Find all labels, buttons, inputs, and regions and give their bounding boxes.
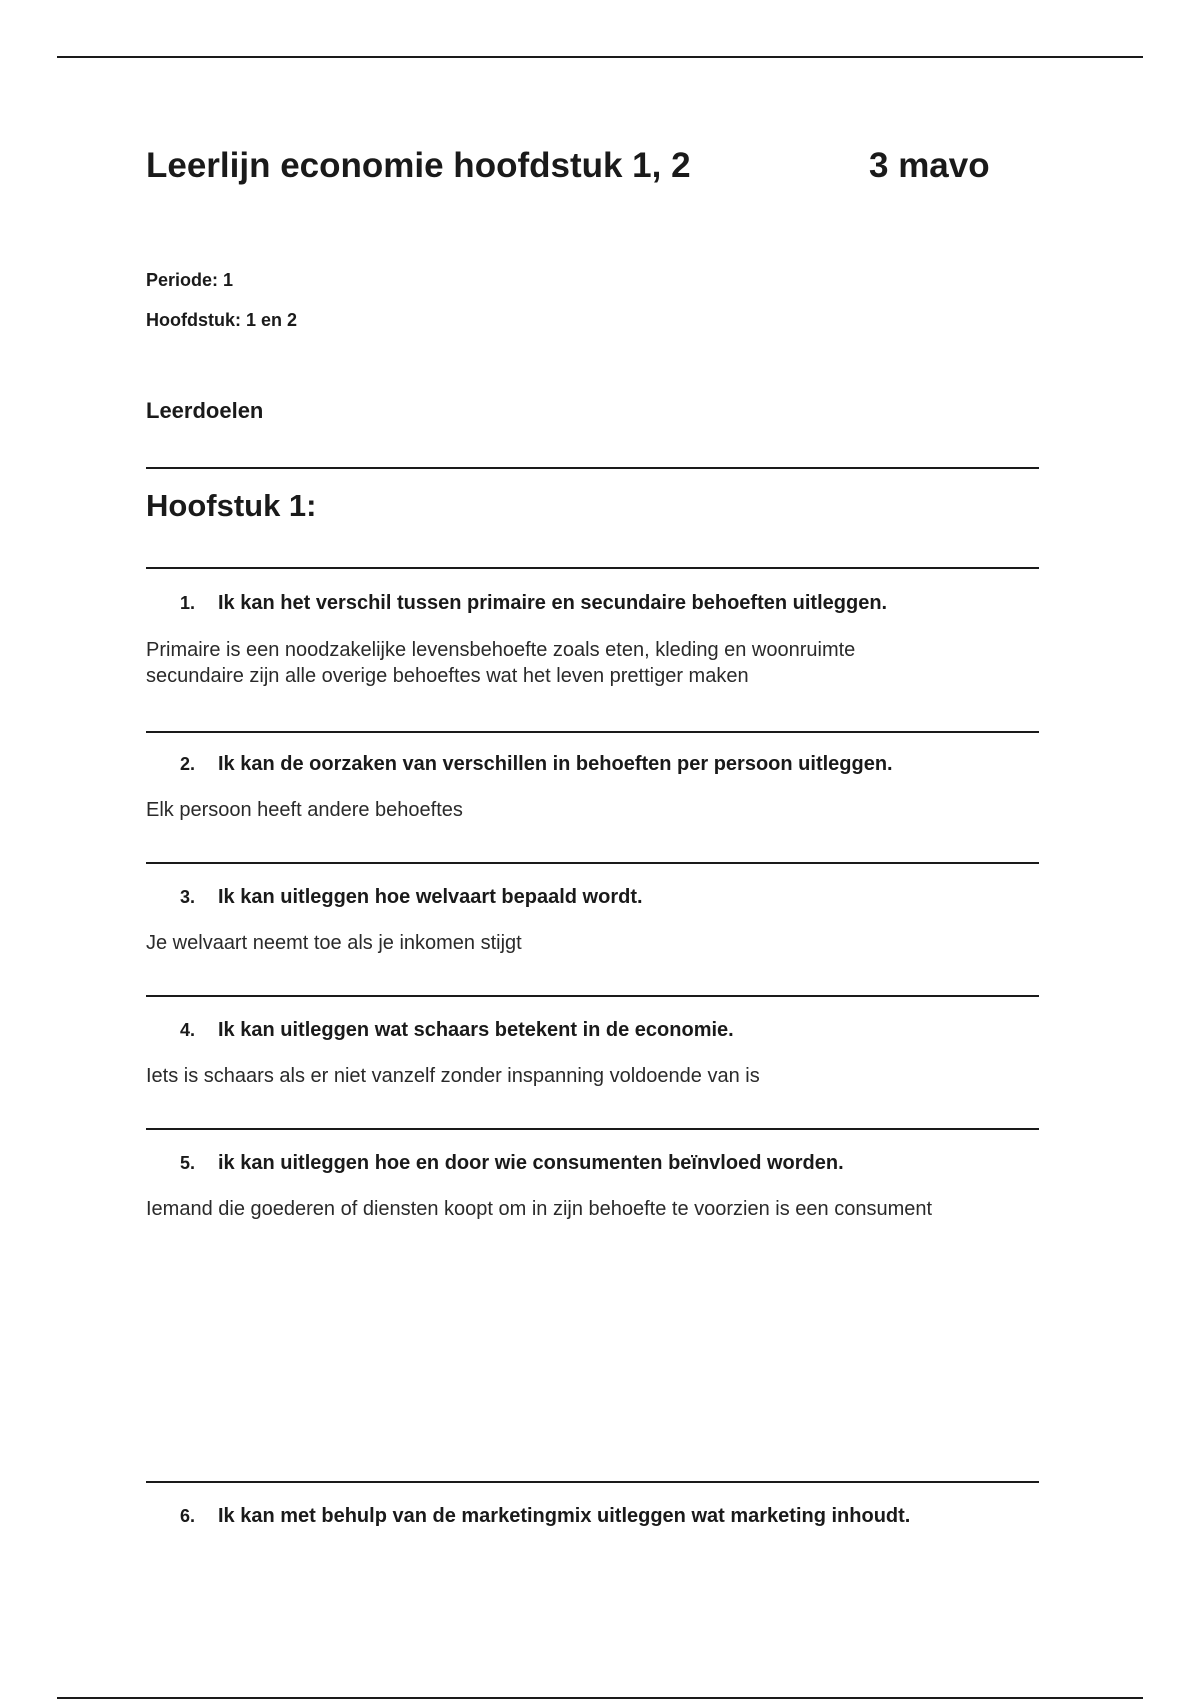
- answer-line: Je welvaart neemt toe als je inkomen stijgt: [146, 932, 522, 954]
- document-title: Leerlijn economie hoofdstuk 1, 2: [146, 146, 691, 185]
- chapter-heading: Hoofstuk 1:: [146, 488, 317, 523]
- learning-goal-5: [180, 1152, 844, 1175]
- goal-number: 2.: [180, 754, 196, 774]
- learning-goal-3: [180, 886, 643, 909]
- period-label: Periode: 1: [146, 270, 234, 290]
- answer-line: Primaire is een noodzakelijke levensbehoefte zoals eten, kleding en woonruimte: [146, 639, 856, 661]
- goal-number: 6.: [180, 1506, 196, 1526]
- answer-line: secundaire zijn alle overige behoeftes wat het leven prettiger maken: [146, 665, 749, 687]
- document-level: 3 mavo: [869, 146, 990, 185]
- goal-text: Ik kan de oorzaken van verschillen in behoeften per persoon uitleggen.: [218, 753, 893, 775]
- divider: [146, 1128, 1039, 1130]
- learning-goal-6: [180, 1505, 910, 1528]
- goal-number: 3.: [180, 887, 196, 907]
- divider: [146, 995, 1039, 997]
- chapters-label: Hoofdstuk: 1 en 2: [146, 310, 298, 330]
- goal-number: 5.: [180, 1153, 196, 1173]
- goal-3-answer: [146, 930, 1046, 956]
- learning-goal-4: [180, 1019, 734, 1042]
- goal-2-answer: [146, 797, 1046, 823]
- goal-text: Ik kan uitleggen wat schaars betekent in de economie.: [218, 1019, 734, 1041]
- learning-goals-heading: Leerdoelen: [146, 398, 264, 423]
- page-top-rule: [57, 56, 1143, 58]
- goal-text: ik kan uitleggen hoe en door wie consumenten beïnvloed worden.: [218, 1152, 844, 1174]
- goal-text: Ik kan het verschil tussen primaire en secundaire behoeften uitleggen.: [218, 592, 888, 614]
- page-bottom-rule: [57, 1697, 1143, 1699]
- goal-5-answer: [146, 1196, 1046, 1222]
- goal-text: Ik kan met behulp van de marketingmix uitleggen wat marketing inhoudt.: [218, 1505, 911, 1527]
- goal-text: Ik kan uitleggen hoe welvaart bepaald wordt.: [218, 886, 643, 908]
- divider: [146, 862, 1039, 864]
- divider: [146, 731, 1039, 733]
- divider: [146, 467, 1039, 469]
- divider: [146, 1481, 1039, 1483]
- goal-number: 1.: [180, 593, 196, 613]
- goal-4-answer: [146, 1063, 1046, 1089]
- goal-number: 4.: [180, 1020, 196, 1040]
- answer-line: Iets is schaars als er niet vanzelf zonder inspanning voldoende van is: [146, 1065, 760, 1087]
- learning-goal-1: [180, 592, 887, 615]
- goal-1-answer: [146, 637, 1046, 689]
- learning-goal-2: [180, 753, 893, 776]
- answer-line: Elk persoon heeft andere behoeftes: [146, 799, 463, 821]
- divider: [146, 567, 1039, 569]
- answer-line: Iemand die goederen of diensten koopt om in zijn behoefte te voorzien is een consument: [146, 1198, 933, 1220]
